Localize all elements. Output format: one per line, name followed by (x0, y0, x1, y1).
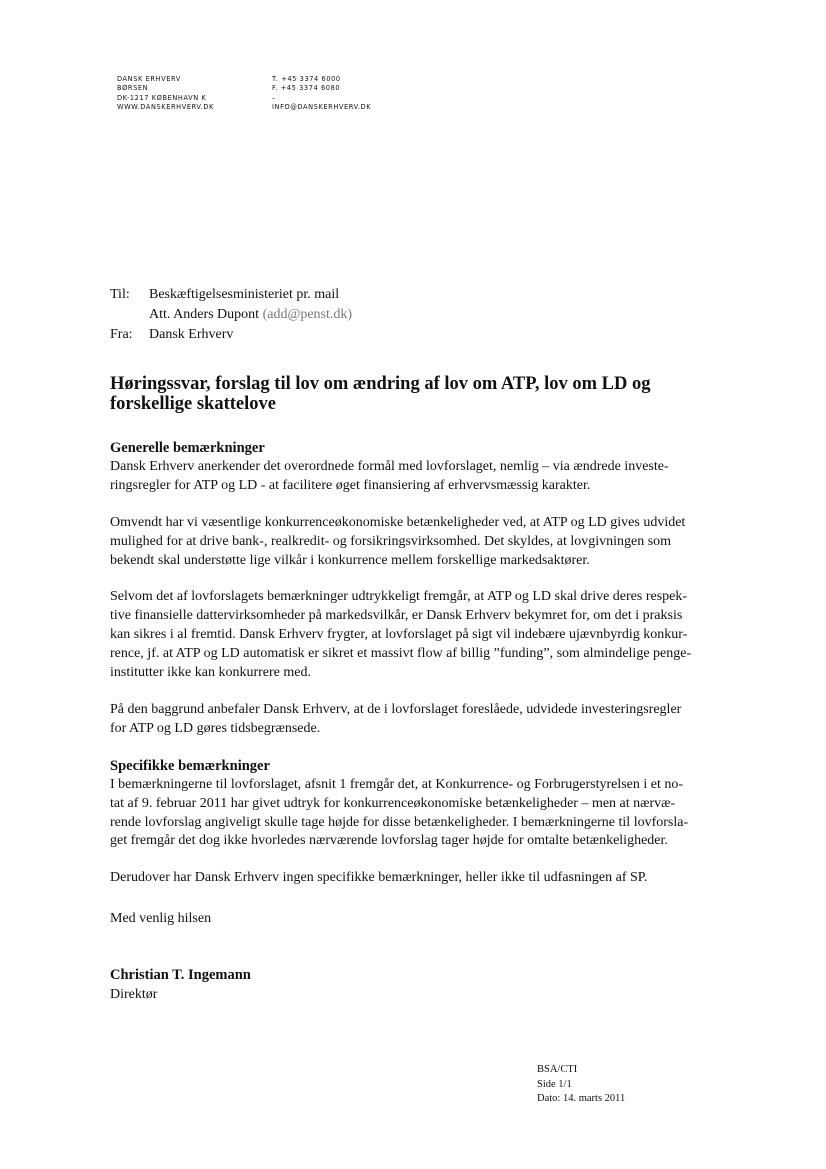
general-paragraph-2: Omvendt har vi væsentlige konkurrenceøkonomiske betænkeligheder ved, at ATP og LD gives udvidet mulighed for at drive bank-, realkredit- og forsikringsvirksomhed. Det skyldes, at lovgivningen som bekendt skal understøtte lige vilkår i konkurrence mellem forskellige markedsaktører. (110, 514, 686, 568)
general-paragraph-3: Selvom det af lovforslagets bemærkninger udtrykkeligt fremgår, at ATP og LD skal drive deres respek- tive finansielle dattervirksomheder på markedsvilkår, er Dansk Erhverv bekymret for, om det i praksis kan sikres i al fremtid. Dansk Erhverv frygter, at lovforslaget på sigt vil indebære ujævnbyrdig konkur- rence, jf. at ATP og LD automatisk er sikret et massivt flow af billig ”funding”, som almindelige penge- institutter ikke kan konkurrere med. (110, 589, 692, 681)
general-paragraph-4: På den baggrund anbefaler Dansk Erhverv, at de i lovforslaget foreslåede, udvidede investeringsregler for ATP og LD gøres tidsbegrænsede. (110, 701, 682, 736)
signer-name: Christian T. Ingemann (110, 967, 251, 983)
to-value: Beskæftigelsesministeriet pr. mail (149, 287, 340, 302)
company-postcode: DK-1217 KØBENHAVN K (117, 93, 207, 102)
specific-paragraph-1: I bemærkningerne til lovforslaget, afsnit 1 fremgår det, at Konkurrence- og Forbrugerstyrelsen i et no- tat af 9. februar 2011 har givet udtryk for konkurrenceøkonomiske betænkeligheder – men at nærvæ- rende lovforslag angiveligt skulle tage højde for disse betænkeligheder. I bemærkningerne til lovforsla- get fremgår det dog ikke hvorledes nærværende lovforslag tager højde for omtalte betænkeligheder. (110, 776, 689, 849)
reference-code: BSA/CTI (537, 1064, 578, 1075)
signer-title: Direktør (110, 987, 158, 1002)
att-row (110, 305, 352, 325)
letterhead-address-block (117, 75, 214, 112)
document-date: Dato: 14. marts 2011 (537, 1093, 626, 1104)
title-line-2: forskellige skattelove (110, 394, 276, 414)
att-value (149, 305, 352, 325)
to-row (110, 285, 352, 305)
att-email: (add@penst.dk) (262, 307, 353, 322)
general-remarks-heading: Generelle bemærkninger (110, 440, 265, 456)
to-label: Til: (110, 287, 130, 302)
contact-dash: – (272, 93, 276, 102)
from-value: Dansk Erhverv (149, 327, 234, 342)
from-row (110, 325, 352, 345)
page-number: Side 1/1 (537, 1078, 572, 1090)
signature-block (110, 966, 251, 1004)
specific-remarks-heading: Specifikke bemærkninger (110, 757, 270, 774)
specific-paragraph-2: Derudover har Dansk Erhverv ingen specifikke bemærkninger, heller ikke til udfasningen af SP. (110, 870, 648, 886)
footer-reference (537, 1063, 625, 1107)
letter-body (110, 374, 720, 906)
company-name: DANSK ERHVERV (117, 75, 181, 83)
general-paragraph-1: Dansk Erhverv anerkender det overordnede formål med lovforslaget, nemlig – via ændrede investe- ringsregler for ATP og LD - at facilitere øget finansiering af erhvervsmæssig karakter. (110, 458, 669, 493)
closing-greeting: Med venlig hilsen (110, 911, 212, 926)
company-building: BØRSEN (117, 84, 149, 93)
from-label: Fra: (110, 327, 133, 342)
company-website: WWW.DANSKERHVERV.DK (117, 102, 214, 111)
company-fax: F. +45 3374 6080 (272, 84, 341, 93)
company-email: INFO@DANSKERHVERV.DK (272, 102, 372, 111)
document-title (110, 374, 720, 414)
letterhead-contact-block (272, 75, 371, 112)
title-line-1: Høringssvar, forslag til lov om ændring af lov om ATP, lov om LD og (110, 374, 651, 394)
company-phone: T. +45 3374 6000 (272, 75, 341, 83)
att-name: Att. Anders Dupont (149, 307, 263, 322)
recipient-block (110, 285, 352, 345)
